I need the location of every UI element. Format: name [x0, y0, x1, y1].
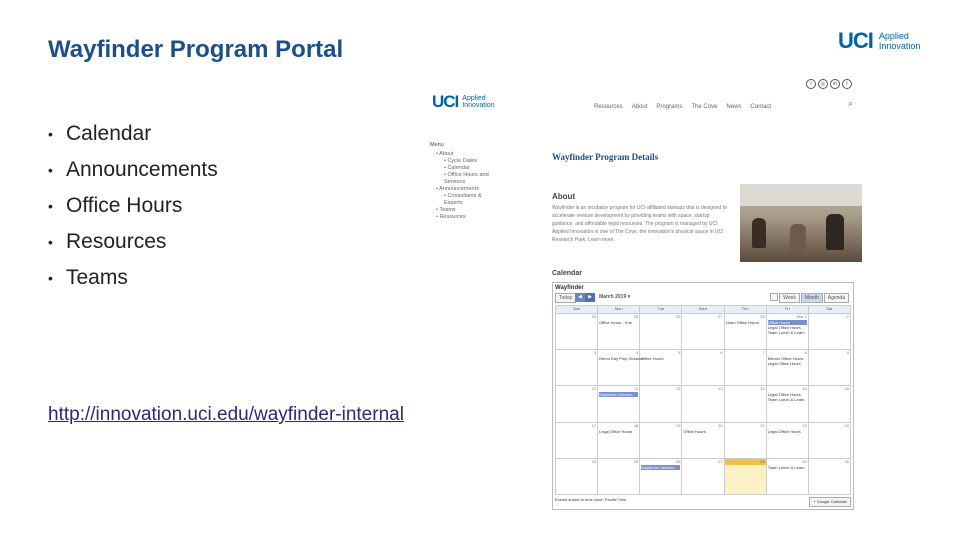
calendar-day-cell[interactable] — [598, 350, 643, 386]
site-logo-line-1: Applied — [462, 95, 486, 102]
day-number: 24 — [591, 458, 597, 464]
day-number: 4 — [636, 350, 639, 356]
site-logo-mark: UCI — [432, 92, 459, 111]
feature-list-item — [48, 224, 218, 260]
website-screenshot — [420, 72, 872, 516]
next-month-icon[interactable]: ▶ — [585, 293, 595, 302]
logo-line-1: Applied — [878, 31, 909, 41]
feature-list-item — [48, 116, 218, 152]
site-logo-subtitle — [462, 95, 494, 109]
calendar-day-cell[interactable] — [809, 350, 851, 386]
calendar-event[interactable]: Office Hours — [683, 428, 706, 434]
day-number: 5 — [678, 350, 681, 356]
feature-list — [48, 116, 218, 296]
calendar-event[interactable]: Wayfinder Session — [599, 392, 638, 397]
search-icon[interactable]: ⌕ — [848, 98, 854, 108]
day-of-week-header: Fri — [767, 306, 809, 314]
calendar-toolbar — [555, 293, 851, 303]
day-of-week-header: Thu — [725, 306, 767, 314]
feature-list-item — [48, 260, 218, 296]
day-number: Mar 1 — [796, 314, 807, 319]
day-number: 27 — [718, 458, 723, 464]
nav-item-programs[interactable]: Programs — [656, 104, 683, 110]
month-label[interactable]: March 2019 ▾ — [599, 294, 631, 300]
feature-list-item — [48, 152, 218, 188]
day-number: 7 — [762, 350, 765, 356]
day-of-week-header: Mon — [598, 306, 640, 314]
day-number: 22 — [802, 422, 807, 428]
day-of-week-header: Tue — [640, 306, 682, 314]
calendar-day-cell[interactable] — [767, 386, 809, 422]
side-menu-item[interactable]: • Announcements — [436, 186, 479, 192]
day-number: 12 — [675, 386, 681, 392]
instagram-icon[interactable]: ◎ — [818, 79, 828, 89]
day-number: 20 — [718, 422, 723, 428]
calendar-day-cell[interactable] — [725, 423, 767, 459]
day-number: 30 — [844, 458, 849, 464]
calendar-day-cell[interactable] — [682, 386, 724, 422]
day-of-week-header: Sat — [809, 306, 851, 314]
calendar-day-cell[interactable] — [556, 423, 598, 459]
calendar-day-cell[interactable] — [767, 423, 809, 459]
side-menu-item[interactable]: • Resources — [436, 214, 466, 220]
day-number: 25 — [633, 458, 639, 464]
calendar-event[interactable]: Office Hours - Kris — [599, 320, 632, 325]
day-number: 21 — [760, 422, 765, 428]
side-menu-heading: Menu — [430, 142, 444, 148]
day-number: 29 — [802, 458, 807, 464]
feature-label: Teams — [66, 266, 128, 289]
nav-item-the-cove[interactable]: The Cove — [691, 104, 718, 110]
view-switcher — [770, 293, 849, 303]
view-agenda-button[interactable]: Agenda — [824, 293, 849, 303]
day-number: 24 — [591, 314, 597, 319]
logo-line-2: Innovation — [878, 41, 921, 51]
day-number: 3 — [593, 350, 597, 356]
nav-item-resources[interactable]: Resources — [594, 104, 623, 110]
logo-subtitle — [879, 31, 921, 51]
day-number: 17 — [591, 422, 597, 428]
side-menu-item[interactable]: • Office Hours and — [444, 172, 489, 178]
day-number: 9 — [846, 350, 849, 356]
calendar-day-cell[interactable] — [640, 350, 682, 386]
side-menu-item[interactable]: • Cycle Dates — [444, 158, 478, 164]
calendar-day-cell[interactable] — [556, 314, 598, 350]
nav-item-contact[interactable]: Contact — [750, 104, 772, 110]
day-number: 23 — [844, 422, 849, 428]
calendar-event[interactable]: Team Lunch & Learn — [767, 464, 805, 470]
calendar-day-cell[interactable] — [640, 314, 682, 350]
feature-label: Announcements — [66, 158, 218, 181]
day-number: 27 — [718, 314, 723, 319]
calendar-event[interactable]: 10am Office Hours — [725, 320, 759, 325]
side-menu-item[interactable]: • Teams — [436, 207, 456, 213]
day-number: 8 — [804, 350, 807, 356]
day-of-week-header: Sun — [556, 306, 598, 314]
calendar-event[interactable]: Legal Office Hours — [599, 428, 633, 434]
calendar-title: Wayfinder — [555, 285, 584, 291]
google-calendar-button[interactable]: + Google Calendar — [809, 497, 851, 507]
day-number: 18 — [633, 422, 639, 428]
print-icon[interactable] — [770, 293, 778, 301]
view-month-button[interactable]: Month — [801, 293, 823, 303]
twitter-icon[interactable]: t — [842, 79, 852, 89]
feature-label: Calendar — [66, 122, 152, 145]
social-icons — [806, 79, 852, 89]
view-week-button[interactable]: Week — [779, 293, 800, 303]
calendar-day-cell[interactable] — [556, 386, 598, 422]
calendar-day-cell[interactable] — [767, 459, 809, 495]
day-number: 19 — [675, 422, 681, 428]
site-logo[interactable] — [432, 92, 495, 112]
month-grid — [555, 305, 851, 495]
calendar-day-cell[interactable] — [682, 459, 724, 495]
calendar-day-cell[interactable] — [725, 459, 767, 495]
site-logo-line-2: Innovation — [462, 102, 495, 109]
calendar-event[interactable]: Office Hours — [641, 356, 664, 362]
calendar-day-cell[interactable] — [598, 386, 640, 422]
calendar-day-cell[interactable] — [556, 350, 598, 386]
calendar-day-cell[interactable] — [767, 314, 809, 350]
calendar-day-cell[interactable] — [598, 314, 640, 350]
today-button[interactable]: Today — [555, 293, 576, 303]
calendar-day-cell[interactable] — [725, 350, 767, 386]
day-number: 11 — [634, 386, 639, 392]
calendar-day-cell[interactable] — [767, 350, 809, 386]
calendar-day-cell[interactable] — [598, 423, 640, 459]
site-nav — [594, 104, 771, 110]
feature-label: Resources — [66, 230, 167, 253]
about-text: Wayfinder is an incubator program for UCI-affiliated startups that is designed to accelerate venture development by providing teams with space, startup guidance, and affordable legal resources. The program is managed by UCI Applied Innovation in one of The Cove, the innovation's physical space in UCI Research Park. Learn more. — [552, 205, 727, 243]
day-number: 10 — [591, 386, 597, 392]
details-heading: Wayfinder Program Details — [552, 152, 659, 162]
bullet-icon: • — [48, 234, 53, 250]
calendar-day-cell[interactable] — [809, 459, 851, 495]
side-menu-item[interactable]: Services — [444, 179, 466, 185]
calendar-day-cell[interactable] — [682, 423, 724, 459]
day-number: 14 — [760, 386, 765, 392]
calendar-event[interactable]: Mentor Office Hours — [767, 356, 804, 362]
calendar-event[interactable]: Legal Office Hours — [767, 325, 801, 330]
calendar-event[interactable]: Legal Office Hours — [767, 361, 801, 367]
side-menu-item[interactable]: • About — [436, 151, 454, 157]
calendar-day-cell[interactable] — [640, 386, 682, 422]
bullet-icon: • — [48, 270, 53, 286]
logo-mark: UCI — [838, 28, 873, 53]
day-number: 6 — [720, 350, 723, 356]
day-number: 26 — [675, 314, 681, 319]
calendar-event[interactable]: Demo Day Prep Session — [599, 356, 643, 362]
day-number: 15 — [802, 386, 807, 392]
calendar-day-cell[interactable] — [640, 423, 682, 459]
calendar-day-cell[interactable] — [598, 459, 640, 495]
calendar-event[interactable]: Legal Office Hours — [767, 428, 801, 434]
facebook-icon[interactable]: f — [806, 79, 816, 89]
slide-title: Wayfinder Program Portal — [48, 36, 344, 63]
bullet-icon: • — [48, 162, 53, 178]
bullet-icon: • — [48, 126, 53, 142]
side-menu-item[interactable]: • Calendar — [444, 165, 470, 171]
day-number: 26 — [675, 458, 681, 464]
feature-label: Office Hours — [66, 194, 183, 217]
calendar-day-cell[interactable] — [809, 386, 851, 422]
calendar-event[interactable]: Office Hours — [768, 320, 807, 325]
calendar-event[interactable]: Team Lunch & Learn — [767, 397, 805, 403]
nav-item-about[interactable]: About — [631, 104, 648, 110]
day-number: 16 — [844, 386, 849, 392]
calendar-event[interactable]: Team Lunch & Learn — [767, 330, 805, 335]
day-number: 13 — [718, 386, 723, 392]
google-calendar-widget — [552, 282, 854, 510]
bullet-icon: • — [48, 198, 53, 214]
timezone-note: Events shown in time zone: Pacific Time — [555, 497, 627, 502]
side-menu-item[interactable]: Experts — [444, 200, 463, 206]
portal-link[interactable]: http://innovation.uci.edu/wayfinder-internal — [48, 404, 404, 425]
office-photo — [740, 184, 862, 262]
day-number: 28 — [760, 458, 765, 464]
day-of-week-header: Wed — [682, 306, 724, 314]
calendar-day-cell[interactable] — [725, 314, 767, 350]
uci-applied-innovation-logo — [838, 28, 920, 54]
calendar-day-cell[interactable] — [725, 386, 767, 422]
side-menu-item[interactable]: • Consultants & — [444, 193, 482, 199]
day-number: 2 — [846, 314, 849, 319]
calendar-day-cell[interactable] — [809, 314, 851, 350]
nav-item-news[interactable]: News — [726, 104, 742, 110]
calendar-footer — [555, 497, 851, 507]
calendar-heading: Calendar — [552, 270, 582, 277]
prev-month-icon[interactable]: ◀ — [575, 293, 585, 302]
side-menu — [430, 142, 489, 221]
calendar-day-cell[interactable] — [809, 423, 851, 459]
calendar-day-cell[interactable] — [640, 459, 682, 495]
calendar-event[interactable]: Wayfinder Session — [641, 465, 680, 470]
calendar-day-cell[interactable] — [556, 459, 598, 495]
day-number: 25 — [633, 314, 639, 319]
calendar-day-cell[interactable] — [682, 350, 724, 386]
linkedin-icon[interactable]: in — [830, 79, 840, 89]
about-heading: About — [552, 192, 576, 201]
day-number: 28 — [760, 314, 765, 319]
calendar-event[interactable]: Legal Office Hours — [767, 392, 801, 398]
calendar-day-cell[interactable] — [682, 314, 724, 350]
feature-list-item — [48, 188, 218, 224]
